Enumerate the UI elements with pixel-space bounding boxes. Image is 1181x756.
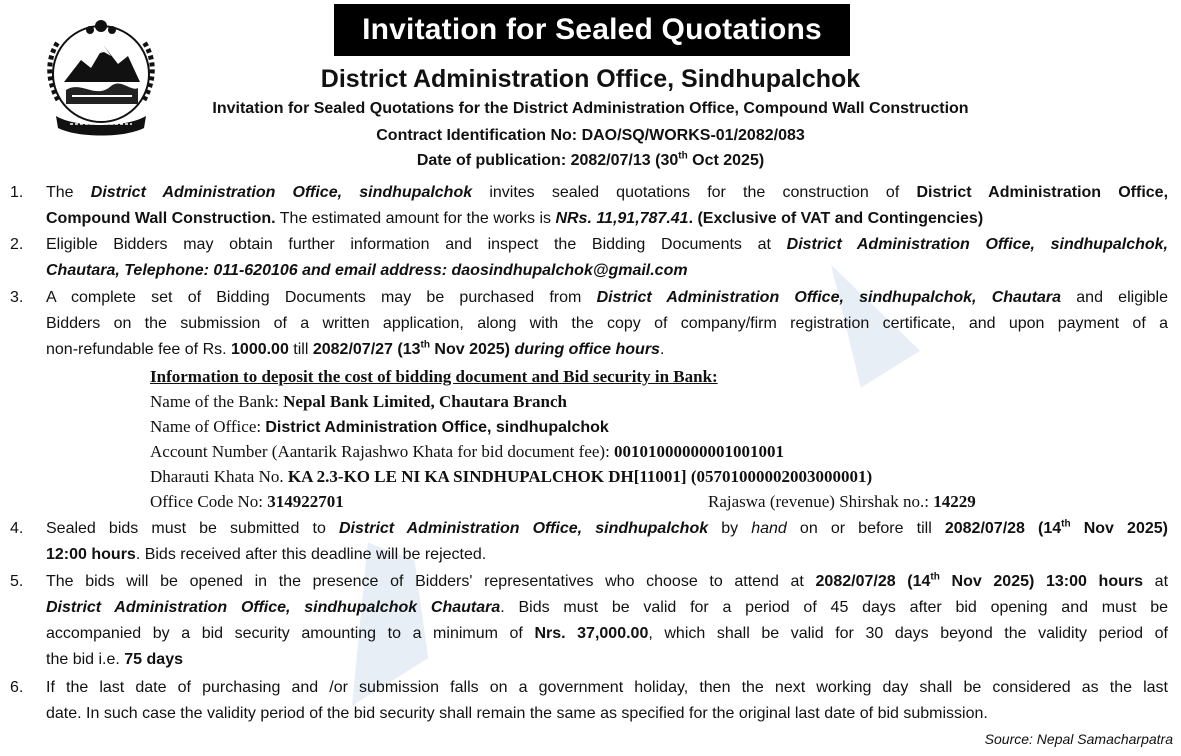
dharauti-khata-row: Dharauti Khata No. KA 2.3-KO LE NI KA SINDHUPALCHOK DH[11001] (05701000002003000001) [150, 467, 873, 486]
text-segment: Chautara, Telephone: 011-620106 and email address: daosindhupalchok@gmail.com [46, 262, 688, 279]
text-segment: hand [751, 520, 787, 537]
text-segment: th [420, 339, 430, 351]
item-line [46, 285, 1168, 311]
text-segment: date. In such case the validity period of the bid security shall remain the same as specified for the original last date of bid submission. [46, 705, 988, 722]
text-segment: and eligible [1061, 289, 1168, 306]
item-line [46, 180, 1168, 206]
item-line [46, 232, 1168, 258]
text-segment: . [659, 341, 665, 358]
text-segment: Nrs. 37,000.00 [534, 625, 649, 642]
item-line [46, 595, 1168, 621]
text-segment: If the last date of purchasing and /or submission falls on a government holiday, then the next working day shall be considered as the last [46, 679, 1168, 696]
revenue-shirshak-value: 14229 [933, 492, 976, 511]
text-segment: 2082/07/27 (13 [312, 341, 421, 358]
text-segment: Nov 2025) [429, 341, 511, 358]
office-code-value: 314922701 [267, 492, 344, 511]
text-segment: 1000.00 [231, 341, 289, 358]
notice-title: Invitation for Sealed Quotations [334, 4, 850, 56]
text-segment: . (Exclusive of VAT and Contingencies) [688, 210, 984, 227]
item-number: 6. [10, 679, 24, 696]
text-segment: District Administration Office, sindhupalchok Chautara [46, 599, 501, 616]
item-line [46, 311, 1168, 337]
contract-identification: Contract Identification No: DAO/SQ/WORKS-01/2082/083 [376, 127, 805, 144]
item-text [46, 516, 1168, 568]
item-line [46, 337, 1168, 363]
text-segment: invites sealed quotations for the construction of [472, 184, 917, 201]
text-segment: District Administration Office, sindhupalchok, Chautara [596, 289, 1062, 306]
text-segment: District Administration Office, sindhupalchok [90, 184, 473, 201]
text-segment: Compound Wall Construction. [46, 210, 276, 227]
publication-date: Date of publication: 2082/07/13 (30th Oct 2025) [416, 150, 765, 169]
text-segment: on or before till [786, 520, 945, 537]
text-segment: th [930, 571, 940, 583]
item-line [46, 675, 1168, 701]
account-number-value: 00101000000001001001 [614, 442, 785, 461]
text-segment: Eligible Bidders may obtain further information and inspect the Bidding Documents at [46, 236, 787, 253]
text-segment: th [1061, 518, 1071, 530]
item-line [46, 647, 1168, 673]
item-number: 3. [10, 289, 24, 306]
text-segment: , which shall be valid for 30 days beyond the validity period of [648, 625, 1169, 642]
text-segment: . Bids must be valid for a period of 45 days after bid opening and must be [500, 599, 1169, 616]
text-segment: 12:00 hours [46, 546, 136, 563]
dharauti-khata-value: KA 2.3-KO LE NI KA SINDHUPALCHOK DH[11001] (05701000002003000001) [287, 467, 873, 486]
bank-name-value: Nepal Bank Limited, Chautara Branch [283, 392, 567, 411]
text-segment: Sealed bids must be submitted to [46, 520, 339, 537]
text-segment: NRs. 11,91,787.41 [555, 210, 689, 227]
text-segment: The estimated amount for the works is [275, 210, 556, 227]
bank-name-row: Name of the Bank: Nepal Bank Limited, Chautara Branch [150, 392, 567, 411]
item-text [46, 232, 1168, 284]
source-credit: Source: Nepal Samacharpatra [984, 731, 1173, 747]
office-code-row: Office Code No: 314922701 Rajaswa (revenue) Shirshak no.: 14229 [150, 489, 1050, 514]
text-segment: Bidders on the submission of a written application, along with the copy of company/firm registration certificate, and upon payment of a [46, 315, 1168, 332]
item-number: 2. [10, 236, 24, 253]
text-segment: District Administration Office, sindhupalchok [338, 520, 709, 537]
office-name-row: Name of Office: District Administration Office, sindhupalchok [150, 417, 609, 436]
organization-name: District Administration Office, Sindhupalchok [320, 65, 861, 93]
item-line [46, 569, 1168, 595]
text-segment: District Administration Office, [916, 184, 1169, 201]
text-segment: District Administration Office, sindhupalchok, [786, 236, 1168, 253]
item-line [46, 516, 1168, 542]
bank-info-heading: Information to deposit the cost of bidding document and Bid security in Bank: [150, 367, 718, 386]
text-segment: by [708, 520, 752, 537]
text-segment: till [288, 341, 313, 358]
item-line [46, 701, 1168, 727]
item-line [46, 542, 1168, 568]
office-name-value: District Administration Office, sindhupalchok [265, 419, 609, 436]
text-segment: accompanied by a bid security amounting to a minimum of [46, 625, 535, 642]
item-text [46, 569, 1168, 673]
notice-subtitle: Invitation for Sealed Quotations for the District Administration Office, Compound Wall Construction [212, 100, 969, 117]
item-number: 5. [10, 573, 24, 590]
text-segment: Nov 2025) [1070, 520, 1168, 537]
bank-info-block [150, 364, 1050, 514]
text-segment: 2082/07/28 (14 [944, 520, 1062, 537]
text-segment: . Bids received after this deadline will be rejected. [135, 546, 487, 563]
item-line [46, 258, 1168, 284]
text-segment: at [1143, 573, 1169, 590]
text-segment: 2082/07/28 (14 [815, 573, 931, 590]
item-text [46, 675, 1168, 727]
text-segment: The [46, 184, 91, 201]
item-number: 1. [10, 184, 24, 201]
text-segment: during office hours [510, 341, 660, 358]
text-segment: the bid i.e. [46, 651, 125, 668]
item-text [46, 180, 1168, 232]
item-line [46, 206, 1168, 232]
text-segment: Nov 2025) 13:00 hours [939, 573, 1144, 590]
item-line [46, 621, 1168, 647]
text-segment: non-refundable fee of Rs. [46, 341, 232, 358]
account-number-row: Account Number (Aantarik Rajashwo Khata for bid document fee): 00101000000001001001 [150, 442, 785, 461]
item-text [46, 285, 1168, 363]
text-segment: 75 days [124, 651, 183, 668]
revenue-shirshak: Rajaswa (revenue) Shirshak no.: 14229 [708, 492, 976, 511]
text-segment: The bids will be opened in the presence of Bidders' representatives who choose to attend at [46, 573, 816, 590]
item-number: 4. [10, 520, 24, 537]
text-segment: A complete set of Bidding Documents may be purchased from [46, 289, 597, 306]
